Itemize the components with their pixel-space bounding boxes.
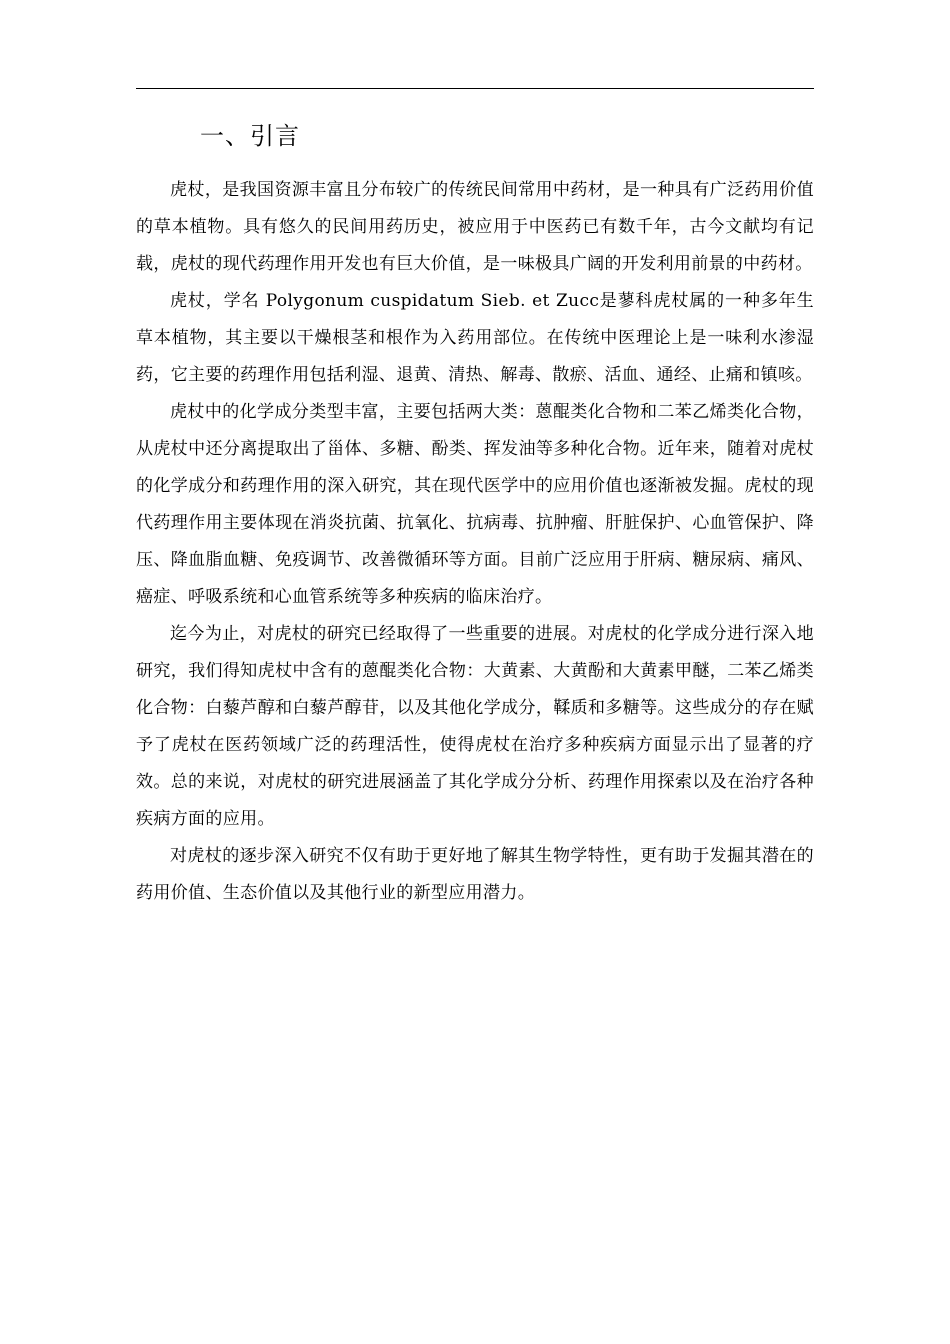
- paragraph-4: 迄今为止，对虎杖的研究已经取得了一些重要的进展。对虎杖的化学成分进行深入地研究，我们得知虎杖中含有的蒽醌类化合物：大黄素、大黄酚和大黄素甲醚，二苯乙烯类化合物：白藜芦醇和白藜芦醇苷，以及其他化学成分，鞣质和多糖等。这些成分的存在赋予了虎杖在医药领域广泛的药理活性，使得虎杖在治疗多种疾病方面显示出了显著的疗效。总的来说，对虎杖的研究进展涵盖了其化学成分分析、药理作用探索以及在治疗各种疾病方面的应用。: [136, 624, 814, 829]
- paragraph-3: 虎杖中的化学成分类型丰富，主要包括两大类：蒽醌类化合物和二苯乙烯类化合物，从虎杖中还分离提取出了甾体、多糖、酚类、挥发油等多种化合物。近年来，随着对虎杖的化学成分和药理作用的深入研究，其在现代医学中的应用价值也逐渐被发掘。虎杖的现代药理作用主要体现在消炎抗菌、抗氧化、抗病毒、抗肿瘤、肝脏保护、心血管保护、降压、降血脂血糖、免疫调节、改善微循环等方面。目前广泛应用于肝病、糖尿病、痛风、癌症、呼吸系统和心血管系统等多种疾病的临床治疗。: [136, 402, 814, 607]
- section-heading: 一、引言: [200, 122, 300, 150]
- paragraph-1: 虎杖，是我国资源丰富且分布较广的传统民间常用中药材，是一种具有广泛药用价值的草本植物。具有悠久的民间用药历史，被应用于中医药已有数千年，古今文献均有记载，虎杖的现代药理作用开发也有巨大价值，是一味极具广阔的开发利用前景的中药材。: [136, 180, 814, 274]
- paragraph-5: 对虎杖的逐步深入研究不仅有助于更好地了解其生物学特性，更有助于发掘其潜在的药用价值、生态价值以及其他行业的新型应用潜力。: [136, 846, 814, 903]
- paragraph-2: 虎杖，学名 Polygonum cuspidatum Sieb. et Zucc是蓼科虎杖属的一种多年生草本植物，其主要以干燥根茎和根作为入药用部位。在传统中医理论上是一味利水渗湿药，它主要的药理作用包括利湿、退黄、清热、解毒、散瘀、活血、通经、止痛和镇咳。: [136, 291, 814, 385]
- header-rule: [136, 88, 814, 89]
- main-content: [136, 112, 814, 912]
